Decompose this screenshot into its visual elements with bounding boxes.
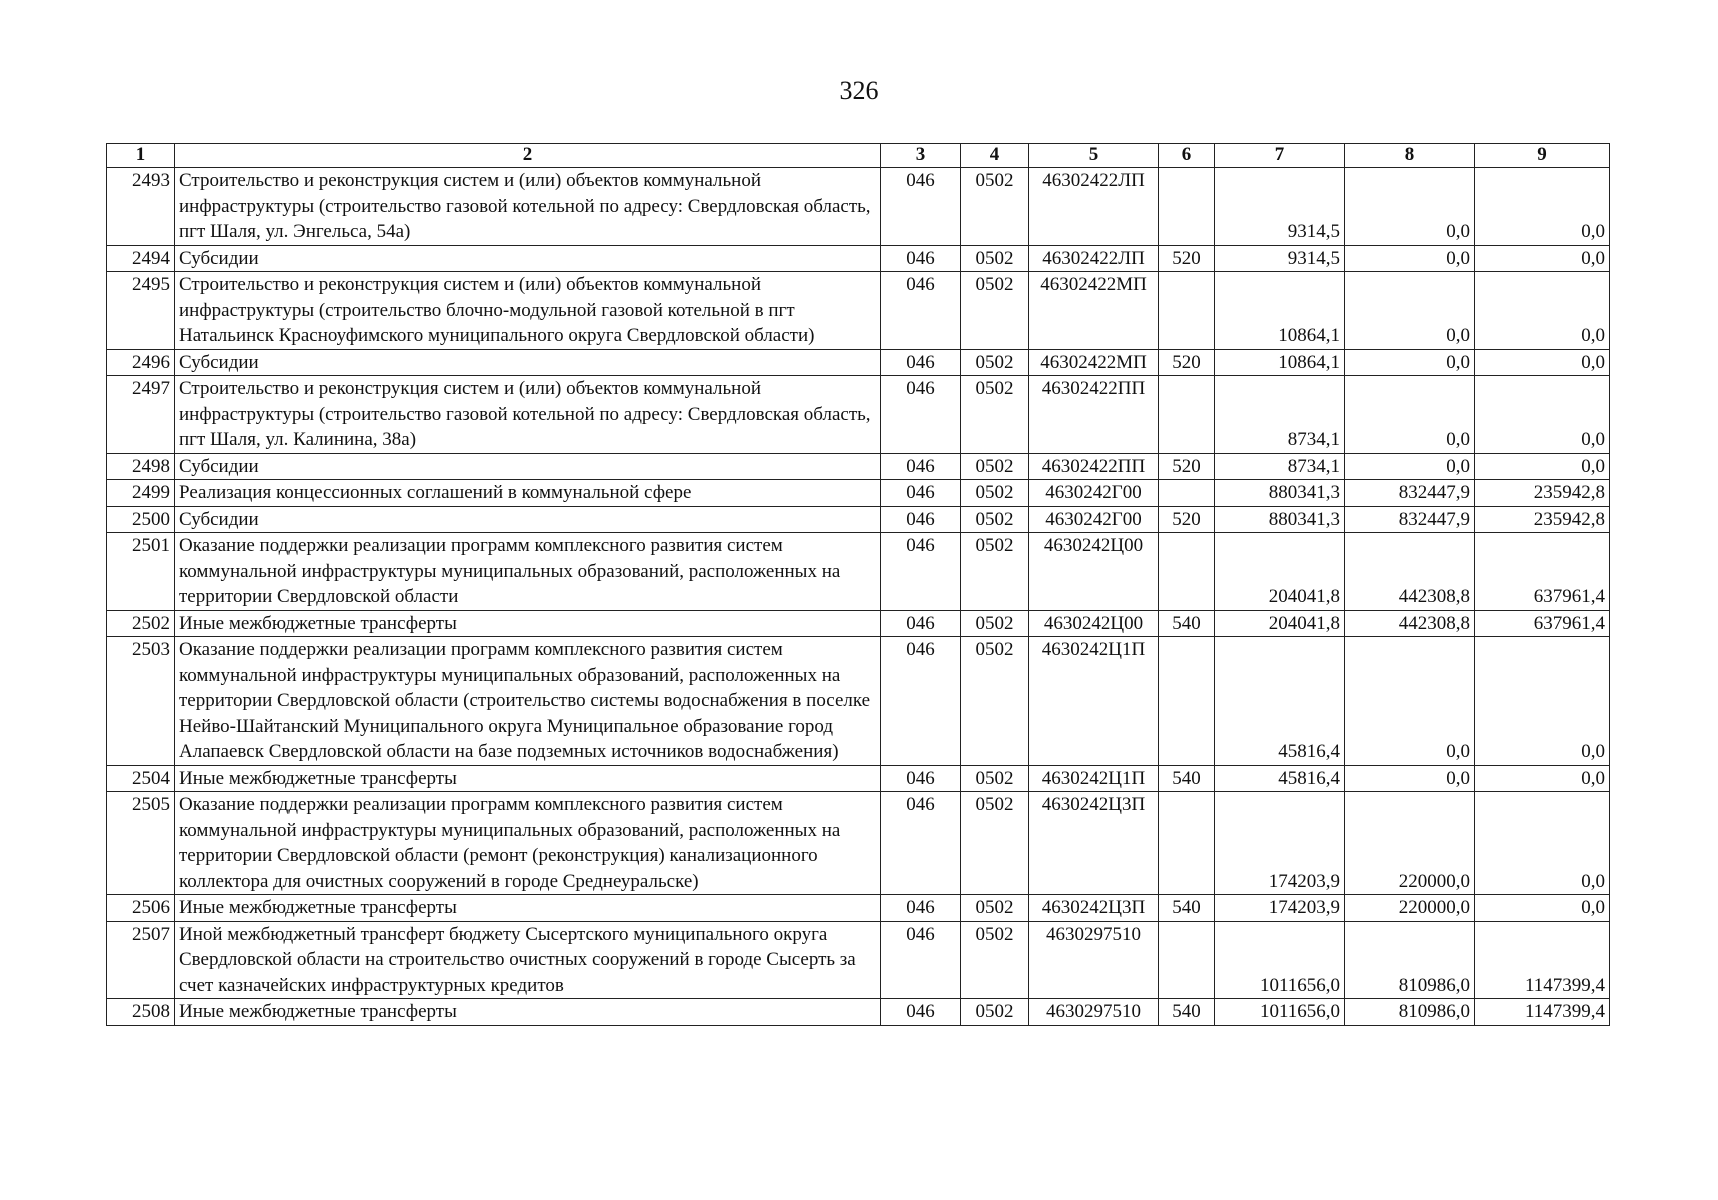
section-code-cell: 0502 — [961, 999, 1029, 1026]
budget-table — [106, 143, 1610, 1026]
header-row — [107, 144, 1610, 168]
section-code-cell: 0502 — [961, 376, 1029, 454]
amount-col7-cell: 8734,1 — [1215, 453, 1345, 480]
header-cell: 5 — [1029, 144, 1159, 168]
row-name-cell: Иные межбюджетные трансферты — [175, 610, 881, 637]
row-name-cell: Строительство и реконструкция систем и (или) объектов коммунальной инфраструктуры (строительство газовой котельной по адресу: Свердловская область, пгт Шаля, ул. Энгельса, 54а) — [175, 168, 881, 246]
page-number: 326 — [839, 76, 879, 105]
row-number-cell: 2508 — [107, 999, 175, 1026]
amount-col9-cell: 1147399,4 — [1475, 921, 1610, 999]
target-article-cell: 4630297510 — [1029, 999, 1159, 1026]
table-body — [107, 168, 1610, 1026]
target-article-cell: 4630242Ц1П — [1029, 765, 1159, 792]
table-row — [107, 349, 1610, 376]
section-code-cell: 0502 — [961, 480, 1029, 507]
table-row — [107, 533, 1610, 611]
ministry-code-cell: 046 — [881, 921, 961, 999]
ministry-code-cell: 046 — [881, 272, 961, 350]
row-number-cell: 2507 — [107, 921, 175, 999]
amount-col7-cell: 880341,3 — [1215, 506, 1345, 533]
row-name-cell: Иные межбюджетные трансферты — [175, 999, 881, 1026]
section-code-cell: 0502 — [961, 895, 1029, 922]
section-code-cell: 0502 — [961, 168, 1029, 246]
amount-col8-cell: 442308,8 — [1345, 610, 1475, 637]
amount-col7-cell: 9314,5 — [1215, 168, 1345, 246]
amount-col9-cell: 235942,8 — [1475, 480, 1610, 507]
table-row — [107, 245, 1610, 272]
amount-col7-cell: 1011656,0 — [1215, 921, 1345, 999]
row-number-cell: 2501 — [107, 533, 175, 611]
amount-col8-cell: 832447,9 — [1345, 506, 1475, 533]
expense-type-cell: 520 — [1159, 453, 1215, 480]
table-row — [107, 453, 1610, 480]
amount-col9-cell: 0,0 — [1475, 349, 1610, 376]
amount-col9-cell: 0,0 — [1475, 376, 1610, 454]
expense-type-cell: 520 — [1159, 245, 1215, 272]
target-article-cell: 4630297510 — [1029, 921, 1159, 999]
section-code-cell: 0502 — [961, 533, 1029, 611]
row-name-cell: Оказание поддержки реализации программ комплексного развития систем коммунальной инфраструктуры муниципальных образований, расположенных на территории Свердловской области (строительство системы водоснабжения в поселке Нейво-Шайтанский Муниципального округа Муниципальное образование город Алапаевск Свердловской области на базе подземных источников водоснабжения) — [175, 637, 881, 766]
ministry-code-cell: 046 — [881, 637, 961, 766]
row-name-cell: Оказание поддержки реализации программ комплексного развития систем коммунальной инфраструктуры муниципальных образований, расположенных на территории Свердловской области — [175, 533, 881, 611]
row-number-cell: 2497 — [107, 376, 175, 454]
ministry-code-cell: 046 — [881, 999, 961, 1026]
amount-col7-cell: 45816,4 — [1215, 765, 1345, 792]
header-cell: 2 — [175, 144, 881, 168]
target-article-cell: 46302422ПП — [1029, 453, 1159, 480]
row-number-cell: 2493 — [107, 168, 175, 246]
target-article-cell: 4630242Г00 — [1029, 506, 1159, 533]
header-cell: 3 — [881, 144, 961, 168]
ministry-code-cell: 046 — [881, 453, 961, 480]
expense-type-cell — [1159, 480, 1215, 507]
amount-col7-cell: 10864,1 — [1215, 272, 1345, 350]
amount-col9-cell: 0,0 — [1475, 792, 1610, 895]
target-article-cell: 4630242Г00 — [1029, 480, 1159, 507]
table-row — [107, 921, 1610, 999]
row-name-cell: Иной межбюджетный трансферт бюджету Сысертского муниципального округа Свердловской области на строительство очистных сооружений в городе Сысерть за счет казначейских инфраструктурных кредитов — [175, 921, 881, 999]
amount-col8-cell: 810986,0 — [1345, 921, 1475, 999]
row-number-cell: 2496 — [107, 349, 175, 376]
amount-col9-cell: 0,0 — [1475, 453, 1610, 480]
row-number-cell: 2498 — [107, 453, 175, 480]
row-number-cell: 2503 — [107, 637, 175, 766]
target-article-cell: 4630242Ц00 — [1029, 533, 1159, 611]
amount-col7-cell: 204041,8 — [1215, 610, 1345, 637]
ministry-code-cell: 046 — [881, 792, 961, 895]
table-row — [107, 765, 1610, 792]
expense-type-cell: 540 — [1159, 610, 1215, 637]
header-cell: 8 — [1345, 144, 1475, 168]
table-row — [107, 168, 1610, 246]
amount-col7-cell: 880341,3 — [1215, 480, 1345, 507]
amount-col8-cell: 0,0 — [1345, 637, 1475, 766]
row-number-cell: 2502 — [107, 610, 175, 637]
expense-type-cell: 540 — [1159, 895, 1215, 922]
target-article-cell: 46302422ЛП — [1029, 245, 1159, 272]
header-cell: 4 — [961, 144, 1029, 168]
ministry-code-cell: 046 — [881, 506, 961, 533]
section-code-cell: 0502 — [961, 506, 1029, 533]
expense-type-cell — [1159, 376, 1215, 454]
ministry-code-cell: 046 — [881, 480, 961, 507]
row-number-cell: 2495 — [107, 272, 175, 350]
amount-col9-cell: 637961,4 — [1475, 533, 1610, 611]
amount-col9-cell: 0,0 — [1475, 272, 1610, 350]
amount-col8-cell: 0,0 — [1345, 349, 1475, 376]
row-number-cell: 2500 — [107, 506, 175, 533]
table-row — [107, 895, 1610, 922]
section-code-cell: 0502 — [961, 349, 1029, 376]
ministry-code-cell: 046 — [881, 376, 961, 454]
amount-col9-cell: 0,0 — [1475, 765, 1610, 792]
amount-col9-cell: 0,0 — [1475, 245, 1610, 272]
section-code-cell: 0502 — [961, 453, 1029, 480]
header-cell: 6 — [1159, 144, 1215, 168]
amount-col8-cell: 0,0 — [1345, 272, 1475, 350]
ministry-code-cell: 046 — [881, 168, 961, 246]
amount-col8-cell: 0,0 — [1345, 376, 1475, 454]
amount-col8-cell: 0,0 — [1345, 245, 1475, 272]
ministry-code-cell: 046 — [881, 895, 961, 922]
row-name-cell: Субсидии — [175, 245, 881, 272]
amount-col7-cell: 174203,9 — [1215, 895, 1345, 922]
table-row — [107, 610, 1610, 637]
amount-col9-cell: 0,0 — [1475, 895, 1610, 922]
section-code-cell: 0502 — [961, 921, 1029, 999]
expense-type-cell — [1159, 272, 1215, 350]
table-row — [107, 376, 1610, 454]
ministry-code-cell: 046 — [881, 765, 961, 792]
expense-type-cell — [1159, 921, 1215, 999]
table-row — [107, 506, 1610, 533]
row-name-cell: Субсидии — [175, 349, 881, 376]
amount-col8-cell: 442308,8 — [1345, 533, 1475, 611]
row-number-cell: 2506 — [107, 895, 175, 922]
target-article-cell: 46302422МП — [1029, 272, 1159, 350]
amount-col7-cell: 8734,1 — [1215, 376, 1345, 454]
section-code-cell: 0502 — [961, 245, 1029, 272]
table-row — [107, 637, 1610, 766]
expense-type-cell — [1159, 533, 1215, 611]
amount-col7-cell: 45816,4 — [1215, 637, 1345, 766]
amount-col8-cell: 220000,0 — [1345, 895, 1475, 922]
target-article-cell: 46302422ПП — [1029, 376, 1159, 454]
row-name-cell: Иные межбюджетные трансферты — [175, 765, 881, 792]
expense-type-cell — [1159, 637, 1215, 766]
row-name-cell: Реализация концессионных соглашений в коммунальной сфере — [175, 480, 881, 507]
target-article-cell: 46302422ЛП — [1029, 168, 1159, 246]
row-number-cell: 2499 — [107, 480, 175, 507]
expense-type-cell — [1159, 168, 1215, 246]
amount-col8-cell: 0,0 — [1345, 453, 1475, 480]
amount-col8-cell: 832447,9 — [1345, 480, 1475, 507]
row-number-cell: 2494 — [107, 245, 175, 272]
amount-col8-cell: 810986,0 — [1345, 999, 1475, 1026]
amount-col7-cell: 1011656,0 — [1215, 999, 1345, 1026]
expense-type-cell: 540 — [1159, 765, 1215, 792]
ministry-code-cell: 046 — [881, 533, 961, 611]
table-row — [107, 792, 1610, 895]
table-row — [107, 480, 1610, 507]
row-name-cell: Оказание поддержки реализации программ комплексного развития систем коммунальной инфраструктуры муниципальных образований, расположенных на территории Свердловской области (ремонт (реконструкция) канализационного коллектора для очистных сооружений в городе Среднеуральске) — [175, 792, 881, 895]
target-article-cell: 4630242Ц3П — [1029, 792, 1159, 895]
target-article-cell: 4630242Ц3П — [1029, 895, 1159, 922]
amount-col7-cell: 9314,5 — [1215, 245, 1345, 272]
amount-col7-cell: 204041,8 — [1215, 533, 1345, 611]
row-name-cell: Строительство и реконструкция систем и (или) объектов коммунальной инфраструктуры (строительство блочно-модульной газовой котельной в пгт Натальинск Красноуфимского муниципального округа Свердловской области) — [175, 272, 881, 350]
amount-col8-cell: 0,0 — [1345, 168, 1475, 246]
target-article-cell: 46302422МП — [1029, 349, 1159, 376]
amount-col8-cell: 0,0 — [1345, 765, 1475, 792]
table-row — [107, 272, 1610, 350]
amount-col9-cell: 1147399,4 — [1475, 999, 1610, 1026]
amount-col8-cell: 220000,0 — [1345, 792, 1475, 895]
row-name-cell: Иные межбюджетные трансферты — [175, 895, 881, 922]
target-article-cell: 4630242Ц00 — [1029, 610, 1159, 637]
section-code-cell: 0502 — [961, 272, 1029, 350]
target-article-cell: 4630242Ц1П — [1029, 637, 1159, 766]
expense-type-cell: 540 — [1159, 999, 1215, 1026]
ministry-code-cell: 046 — [881, 349, 961, 376]
section-code-cell: 0502 — [961, 765, 1029, 792]
table-row — [107, 999, 1610, 1026]
section-code-cell: 0502 — [961, 637, 1029, 766]
row-number-cell: 2504 — [107, 765, 175, 792]
amount-col7-cell: 174203,9 — [1215, 792, 1345, 895]
expense-type-cell — [1159, 792, 1215, 895]
row-name-cell: Субсидии — [175, 506, 881, 533]
amount-col9-cell: 637961,4 — [1475, 610, 1610, 637]
header-cell: 9 — [1475, 144, 1610, 168]
header-cell: 7 — [1215, 144, 1345, 168]
ministry-code-cell: 046 — [881, 245, 961, 272]
expense-type-cell: 520 — [1159, 506, 1215, 533]
row-number-cell: 2505 — [107, 792, 175, 895]
row-name-cell: Строительство и реконструкция систем и (или) объектов коммунальной инфраструктуры (строительство газовой котельной по адресу: Свердловская область, пгт Шаля, ул. Калинина, 38а) — [175, 376, 881, 454]
section-code-cell: 0502 — [961, 610, 1029, 637]
amount-col7-cell: 10864,1 — [1215, 349, 1345, 376]
header-cell: 1 — [107, 144, 175, 168]
expense-type-cell: 520 — [1159, 349, 1215, 376]
amount-col9-cell: 0,0 — [1475, 168, 1610, 246]
amount-col9-cell: 235942,8 — [1475, 506, 1610, 533]
amount-col9-cell: 0,0 — [1475, 637, 1610, 766]
ministry-code-cell: 046 — [881, 610, 961, 637]
row-name-cell: Субсидии — [175, 453, 881, 480]
section-code-cell: 0502 — [961, 792, 1029, 895]
